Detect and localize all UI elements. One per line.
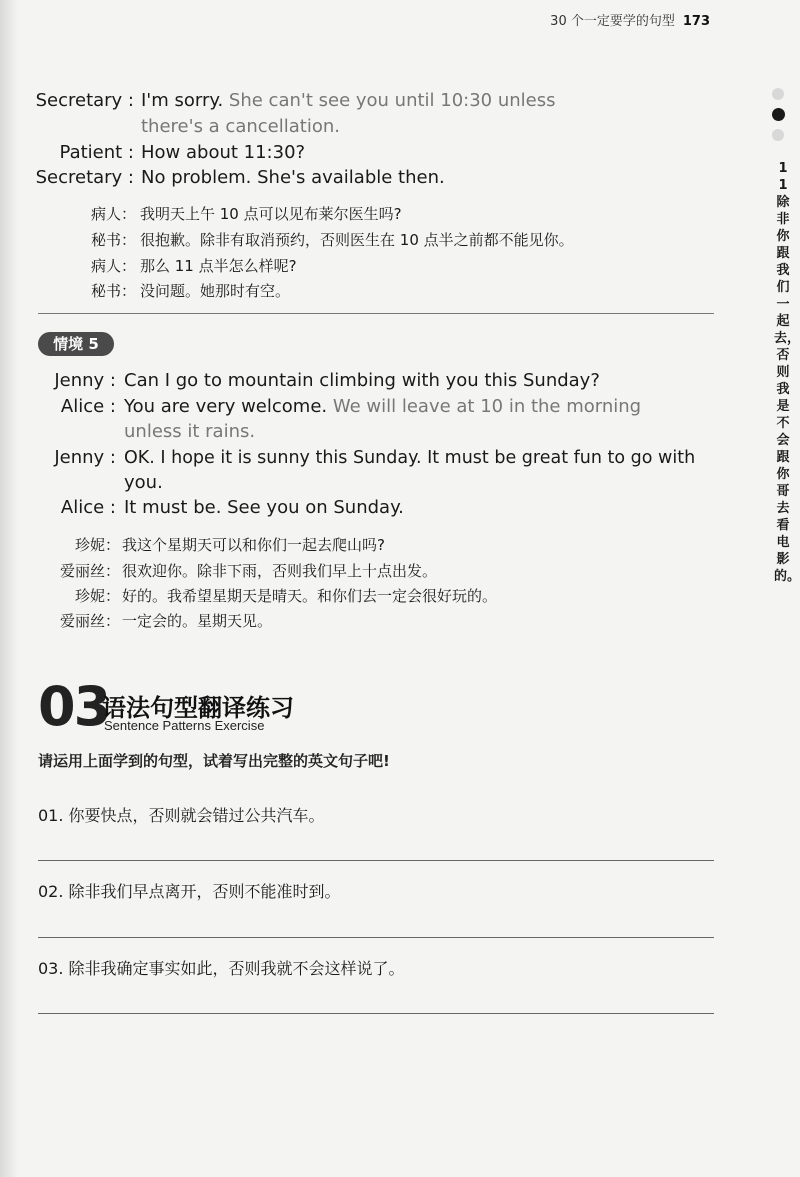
dialogue-text: You are very welcome.	[124, 396, 328, 417]
zh-speaker: 秘书：	[90, 231, 136, 249]
zh-line: 没问题。她那时有空。	[140, 282, 291, 300]
zh-line: 那么 11 点半怎么样呢?	[140, 257, 297, 275]
section-title: 语法句型翻译练习	[102, 694, 294, 722]
dialogue-line	[141, 88, 556, 114]
zh-line: 好的。我希望星期天是晴天。和你们去一定会很好玩的。	[122, 587, 498, 605]
dialogue-text: I'm sorry.	[141, 90, 224, 111]
dialogue-line: No problem. She's available then.	[141, 167, 445, 188]
exercise-instruction: 请运用上面学到的句型，试着写出完整的英文句子吧!	[38, 752, 390, 770]
dialogue-line-cont: there's a cancellation.	[141, 116, 340, 137]
speaker-label: Alice :	[60, 396, 116, 417]
side-dot-icon	[772, 88, 784, 100]
zh-speaker: 爱丽丝：	[59, 562, 120, 580]
zh-speaker: 病人：	[90, 205, 136, 223]
side-dot-icon	[772, 129, 784, 141]
dialogue-line: It must be. See you on Sunday.	[124, 497, 404, 518]
speaker-label: Jenny :	[54, 447, 116, 468]
section-divider	[38, 313, 714, 314]
zh-speaker: 珍妮：	[74, 587, 120, 605]
dialogue-line: OK. I hope it is sunny this Sunday. It must be great fun to go with	[124, 448, 696, 468]
page-number: 173	[682, 14, 710, 29]
exercise-item: 03. 除非我确定事实如此，否则我就不会这样说了。	[38, 959, 405, 978]
zh-line: 很抱歉。除非有取消预约，否则医生在 10 点半之前都不能见你。	[140, 231, 574, 249]
section-number: 03	[38, 675, 110, 738]
speaker-label: Secretary :	[35, 90, 134, 111]
answer-line[interactable]	[38, 860, 714, 861]
speaker-label: Jenny :	[54, 370, 116, 391]
zh-line: 我明天上午 10 点可以见布莱尔医生吗?	[140, 205, 402, 223]
answer-line[interactable]	[38, 1013, 714, 1014]
scene-badge: 情境 5	[38, 332, 114, 356]
zh-line: 很欢迎你。除非下雨，否则我们早上十点出发。	[122, 562, 438, 580]
page-gutter-shadow	[0, 0, 18, 1177]
dialogue-line-cont: unless it rains.	[124, 421, 256, 442]
zh-speaker: 爱丽丝：	[59, 612, 120, 630]
side-dot-active-icon	[772, 108, 785, 121]
speaker-label: Secretary :	[35, 167, 134, 188]
dialogue-line: Can I go to mountain climbing with you this Sunday?	[124, 370, 600, 391]
exercise-item: 02. 除非我们早点离开，否则不能准时到。	[38, 882, 341, 901]
section-subtitle: Sentence Patterns Exercise	[104, 718, 265, 733]
zh-speaker: 病人：	[90, 257, 136, 275]
zh-speaker: 秘书：	[90, 282, 136, 300]
zh-line: 我这个星期天可以和你们一起去爬山吗?	[122, 536, 385, 554]
side-tab-dots	[768, 88, 788, 149]
dialogue-line-cont: you.	[124, 472, 163, 493]
page-header	[550, 10, 710, 29]
side-tab-label: 11 除非你跟我们一起去，否则我是不会跟你哥去看电影的。	[774, 161, 800, 584]
dialogue-text-highlight: She can't see you until 10:30 unless	[223, 90, 556, 111]
speaker-label: Patient :	[59, 142, 134, 163]
dialogue-line	[124, 394, 641, 420]
zh-speaker: 珍妮：	[74, 536, 120, 554]
speaker-label: Alice :	[60, 497, 116, 518]
dialogue-text-highlight: We will leave at 10 in the morning	[327, 396, 642, 417]
zh-line: 一定会的。星期天见。	[122, 612, 273, 630]
answer-line[interactable]	[38, 937, 714, 938]
exercise-item: 01. 你要快点，否则就会错过公共汽车。	[38, 806, 325, 825]
header-title: 30 个一定要学的句型	[550, 14, 675, 29]
dialogue-line: How about 11:30?	[141, 142, 306, 163]
